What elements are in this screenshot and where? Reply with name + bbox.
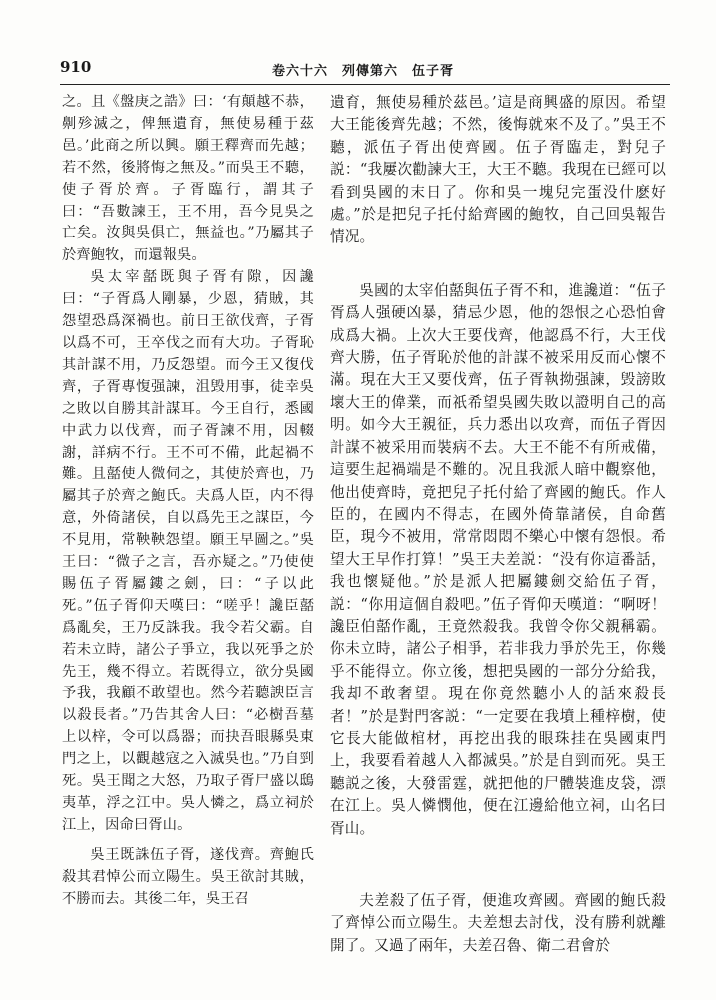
page-number: 910 bbox=[60, 58, 92, 76]
running-head-section: 列傳第六 bbox=[342, 64, 399, 79]
page-header bbox=[60, 58, 670, 84]
classical-paragraph: 吳王既誅伍子胥，遂伐齊。齊鮑氏殺其君悼公而立陽生。吳王欲討其賊，不勝而去。其後二年，吳王召 bbox=[62, 846, 314, 907]
header-rule bbox=[60, 84, 670, 85]
translation-paragraph: 吳國的太宰伯嚭與伍子胥不和，進讒道：“伍子胥爲人强硬凶暴，猜忌少恩，他的怨恨之心恐怕會成爲大禍。上次大王要伐齊，他認爲不行，大王伐齊大勝，伍子胥恥於他的計謀不被采用反而心懷不滿。現在大王又要伐齊，伍子胥執拗强諫，毁謗敗壞大王的偉業，而祇希望吳國失敗以證明自己的高明。如今大王親征，兵力悉出以攻齊，而伍子胥因計謀不被采用而裝病不去。大王不能不有所戒備，這要生起禍端是不難的。况且我派人暗中觀察他，他出使齊時，竟把兒子托付給了齊國的鮑氏。作人臣的，在國内不得志，在國外倚靠諸侯，自命舊臣，現今不被用，常常悶悶不樂心中懷有怨恨。希望大王早作打算！”吳王夫差説：“没有你這番話，我也懷疑他。”於是派人把屬鏤劍交給伍子胥，説：“你用這個自殺吧。”伍子胥仰天嘆道：“啊呀！讒臣伯嚭作亂，王竟然殺我。我曾令你父親稱霸。你未立時，諸公子相爭，若非我力爭於先王，你幾乎不能得立。你立後，想把吳國的一部分分給我，我却不敢奢望。現在你竟然聽小人的話來殺長者！”於是對門客説：“一定要在我墳上種梓樹，使它長大能做棺材，再挖出我的眼珠挂在吳國東門上，我要看着越人入都滅吳。”於是自剄而死。吳王聽説之後，大發雷霆，就把他的尸體裝進皮袋，漂在江上。吳人憐憫他，便在江邊給他立祠，山名曰胥山。 bbox=[330, 281, 666, 837]
translation-paragraph: 夫差殺了伍子胥，便進攻齊國。齊國的鮑氏殺了齊悼公而立陽生。夫差想去討伐，没有勝利就離開了。又過了兩年，夫差召魯、衛二君會於 bbox=[330, 892, 666, 954]
classical-paragraph: 之。且《盤庚之誥》曰：‘有顛越不恭，劓殄滅之，俾無遺育，無使易種于茲邑。’此商之所以興。願王釋齊而先越；若不然，後將悔之無及。”而吳王不聽，使子胥於齊。子胥臨行，謂其子曰：“吾數諫王，王不用，吾今見吳之亡矣。汝與吳俱亡，無益也。”乃屬其子於齊鮑牧，而還報吳。 bbox=[62, 94, 314, 264]
classical-text-column bbox=[62, 92, 314, 911]
classical-paragraph: 吳太宰嚭既與子胥有隙，因讒曰：“子胥爲人剛暴，少恩，猜賊，其怨望恐爲深禍也。前日王欲伐齊，子胥以爲不可，王卒伐之而有大功。子胥恥其計謀不用，乃反怨望。而今王又復伐齊，子胥專愎强諫，沮毁用事，徒幸吳之敗以自勝其計謀耳。今王自行，悉國中武力以伐齊，而子胥諫不用，因輟謝，詳病不行。王不可不備，此起禍不難。且嚭使人微伺之，其使於齊也，乃屬其子於齊之鮑氏。夫爲人臣，内不得意，外倚諸侯，自以爲先王之謀臣，今不見用，常鞅鞅怨望。願王早圖之。”吳王曰：“微子之言，吾亦疑之。”乃使使賜伍子胥屬鏤之劍，曰：“子以此死。”伍子胥仰天嘆曰：“嗟乎！讒臣嚭爲亂矣，王乃反誅我。我令若父霸。自若未立時，諸公子爭立，我以死爭之於先王，幾不得立。若既得立，欲分吳國予我，我顧不敢望也。然今若聽諛臣言以殺長者。”乃告其舍人曰：“必樹吾墓上以梓，令可以爲器；而抉吾眼縣吳東門之上，以觀越寇之入滅吳也。”乃自剄死。吳王聞之大怒，乃取子胥尸盛以鴟夷革，浮之江中。吳人憐之，爲立祠於江上，因命曰胥山。 bbox=[62, 269, 314, 833]
translation-column bbox=[330, 92, 666, 957]
running-head-volume: 卷六十六 bbox=[272, 64, 329, 79]
running-head-subject: 伍子胥 bbox=[412, 64, 455, 79]
running-head bbox=[272, 60, 468, 79]
translation-paragraph: 遺育，無使易種於茲邑。’這是商興盛的原因。希望大王能後齊先越；不然，後悔就來不及了。”吳王不聽，派伍子胥出使齊國。伍子胥臨走，對兒子説：“我屢次勸諫大王，大王不聽。我現在已經可以看到吳國的末日了。你和吳一塊兒完蛋没什麽好處。”於是把兒子托付給齊國的鮑牧，自己回吳報告情况。 bbox=[330, 94, 666, 246]
